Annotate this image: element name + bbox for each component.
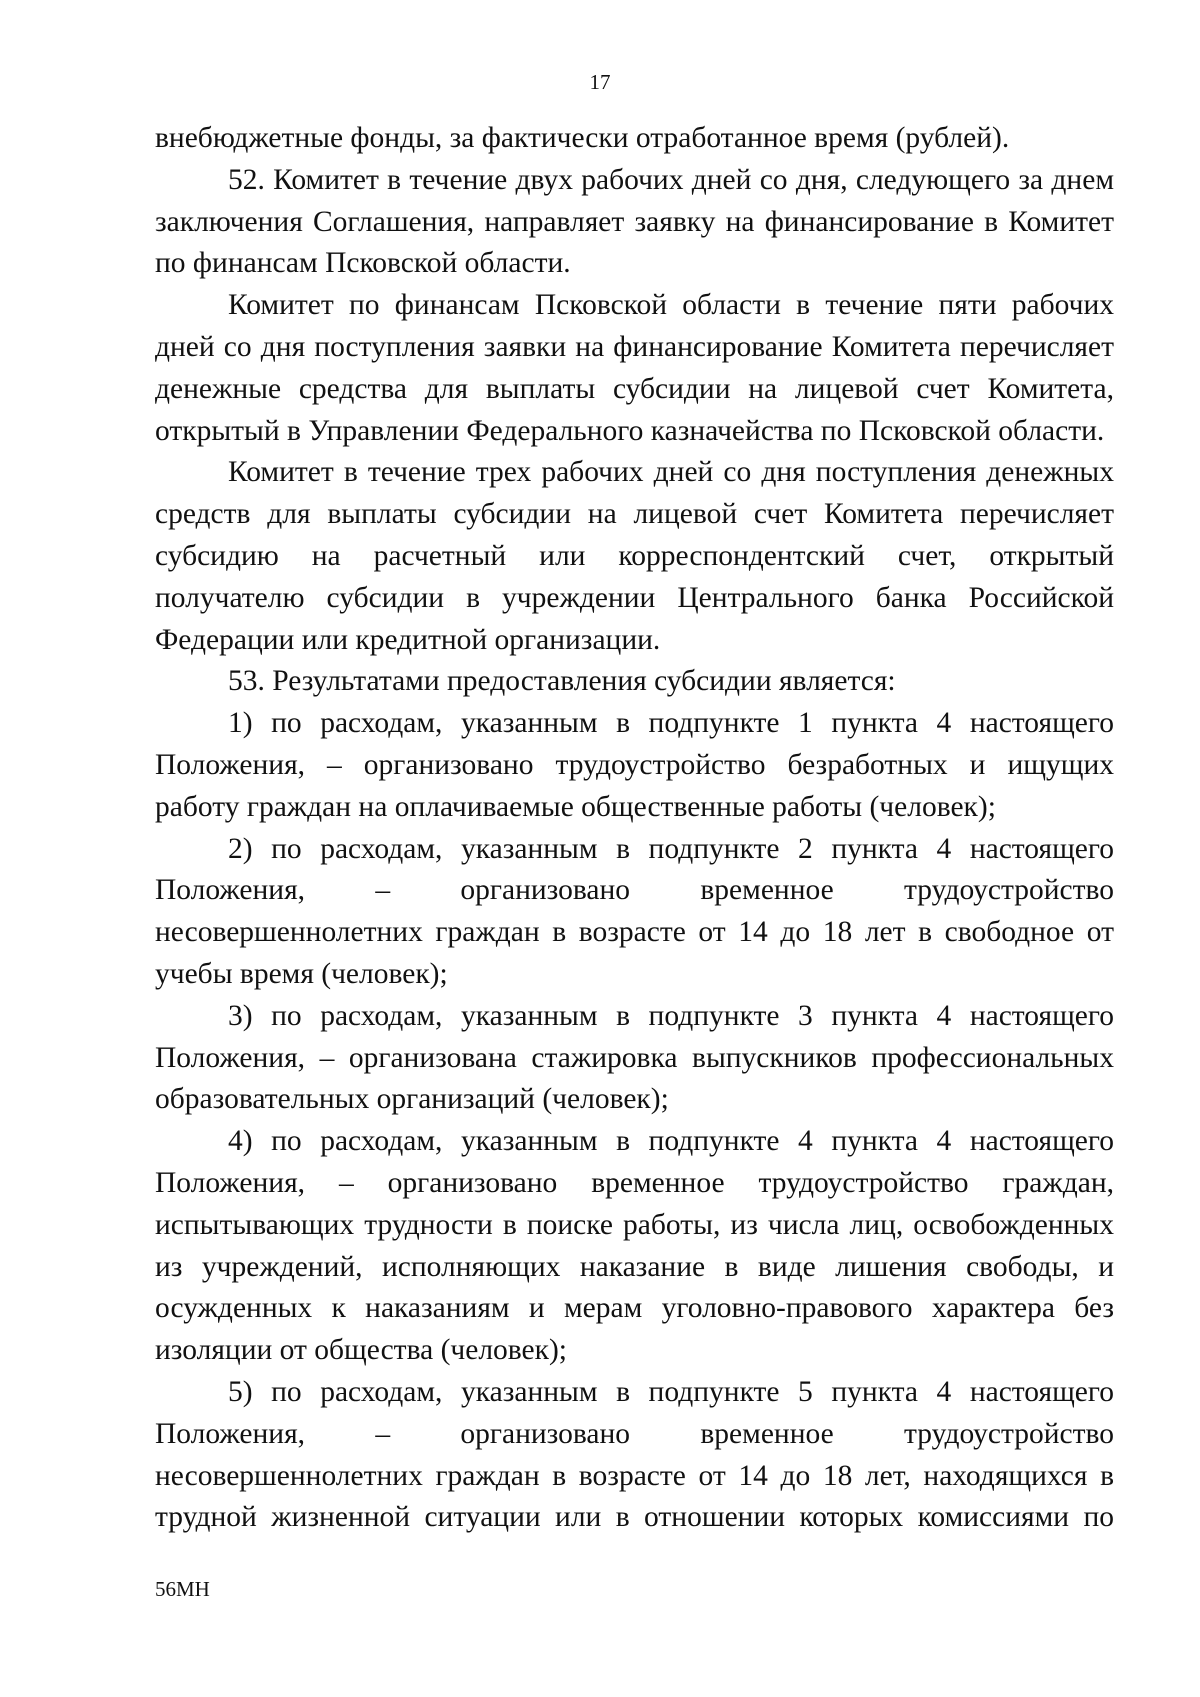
list-item-4: 4) по расходам, указанным в подпункте 4 пункта 4 настоящего Положения, – организовано временное трудоустройство граждан, испытывающих трудности в поиске работы, из числа лиц, освобожденных из учреждений, исполняющих наказание в виде лишения свободы, и осужденных к наказаниям и мерам уголовно-правового характера без изоляции от общества (человек); [155, 1125, 1114, 1367]
footer-document-code: 56МН [155, 1577, 210, 1601]
list-item-3: 3) по расходам, указанным в подпункте 3 пункта 4 настоящего Положения, – организована стажировка выпускников профессиональных образовательных организаций (человек); [155, 999, 1114, 1116]
paragraph-finance-committee: Комитет по финансам Псковской области в течение пяти рабочих дней со дня поступления заявки на финансирование Комитета перечисляет денежные средства для выплаты субсидии на лицевой счет Комитета, открытый в Управлении Федерального казначейства по Псковской области. [155, 289, 1114, 447]
paragraph-53: 53. Результатами предоставления субсидии является: [228, 665, 896, 698]
page-number: 17 [589, 70, 611, 94]
document-body [155, 118, 1114, 1539]
list-item-2: 2) по расходам, указанным в подпункте 2 пункта 4 настоящего Положения, – организовано временное трудоустройство несовершеннолетних граждан в возрасте от 14 до 18 лет в свободное от учебы время (человек); [155, 832, 1114, 990]
paragraph-52: 52. Комитет в течение двух рабочих дней со дня, следующего за днем заключения Соглашения, направляет заявку на финансирование в Комитет по финансам Псковской области. [155, 163, 1114, 280]
list-item-5: 5) по расходам, указанным в подпункте 5 пункта 4 настоящего Положения, – организовано временное трудоустройство несовершеннолетних граждан в возрасте от 14 до 18 лет, находящихся в трудной жизненной ситуации или в отношении которых комиссиями по [155, 1375, 1114, 1534]
paragraph-continuation: внебюджетные фонды, за фактически отработанное время (рублей). [155, 122, 1010, 154]
list-item-1: 1) по расходам, указанным в подпункте 1 пункта 4 настоящего Положения, – организовано трудоустройство безработных и ищущих работу граждан на оплачиваемые общественные работы (человек); [155, 707, 1114, 823]
paragraph-committee-transfer: Комитет в течение трех рабочих дней со дня поступления денежных средств для выплаты субсидии на лицевой счет Комитета перечисляет субсидию на расчетный или корреспондентский счет, открытый получателю субсидии в учреждении Центрального банка Российской Федерации или кредитной организации. [155, 456, 1114, 656]
